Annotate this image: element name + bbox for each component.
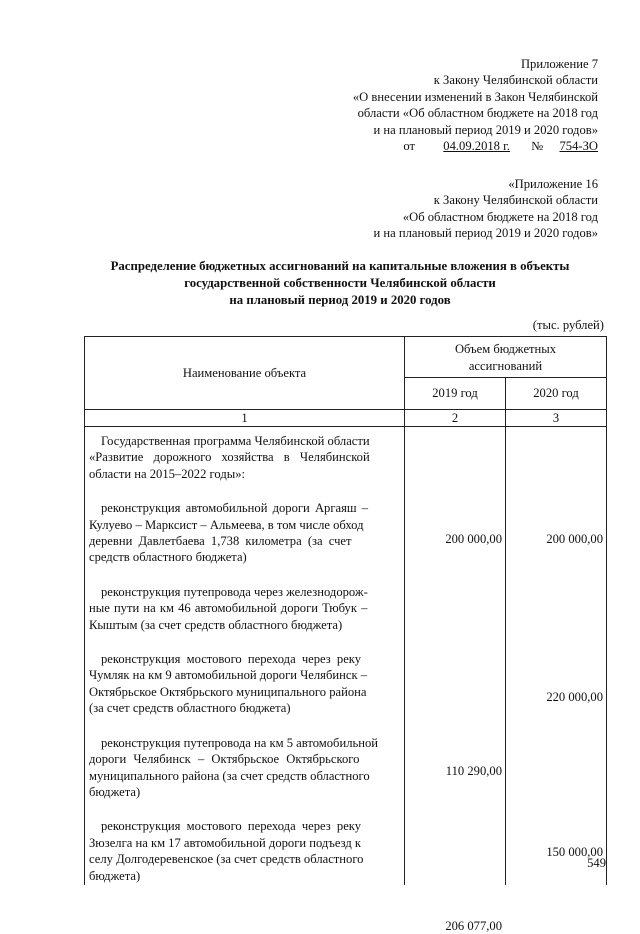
appendix-7-header [353, 56, 598, 154]
title-line: государственной собственности Челябинской области [184, 276, 496, 290]
column-number: 2 [405, 410, 506, 427]
table-row: реконструкция путепровода на км 5 автомобильной дороги Челябинск – Октябрьское Октябрьского муниципального района (за счет средств областного бюджета) [89, 735, 379, 799]
table-row: реконструкция автомобильной дороги Аргаяш – Кулуево – Марксист – Альмеева, в том числе обход деревни Давлетбаева 1,738 километра (за счет средств областного бюджета) [89, 501, 369, 565]
header-line: и на плановый период 2019 и 2020 годов» [373, 226, 598, 241]
table-row: реконструкция мостового перехода через реку Зюзелга на км 17 автомобильной дороги подъезд к селу Долгодеревенское (за счет средств областного бюджета) [89, 819, 364, 883]
volume-header-line: ассигнований [468, 358, 543, 373]
document-title [70, 258, 610, 309]
values-2019-cell [405, 427, 506, 933]
table-row: реконструкция мостового перехода через реку Чумляк на км 9 автомобильной дороги Челябинск – Октябрьское Октябрьского муниципального района (за счет средств областного бюджета) [89, 652, 368, 716]
column-header-2020: 2020 год [506, 377, 607, 409]
appendix-16-header [374, 176, 598, 242]
column-header-volume [405, 337, 607, 378]
date-prefix: от [403, 139, 415, 154]
table-row: Государственная программа Челябинской области «Развитие дорожного хозяйства в Челябинской области на 2015–2022 годы»: [89, 434, 370, 481]
value-2019: 200 000,00 [445, 532, 502, 546]
value-2020: 200 000,00 [546, 532, 603, 546]
header-line: к Закону Челябинской области [433, 73, 598, 88]
volume-header-line: Объем бюджетных [454, 342, 557, 357]
column-header-name: Наименование объекта [85, 337, 405, 410]
header-line: «Об областном бюджете на 2018 год [402, 209, 598, 224]
header-line: Приложение 7 [520, 57, 598, 71]
values-2020-cell [506, 427, 607, 885]
header-line: «Приложение 16 [508, 177, 598, 191]
law-date-number [353, 138, 598, 154]
header-line: «О внесении изменений в Закон Челябинской [352, 89, 598, 104]
header-line: области «Об областном бюджете на 2018 год [357, 106, 598, 121]
column-header-2019: 2019 год [405, 377, 506, 409]
header-line: и на плановый период 2019 и 2020 годов» [373, 122, 598, 137]
title-line: Распределение бюджетных ассигнований на капитальные вложения в объекты [110, 259, 570, 273]
header-line: к Закону Челябинской области [433, 193, 598, 208]
value-2020: 220 000,00 [546, 690, 603, 704]
value-2020: 150 000,00 [546, 845, 603, 859]
law-number: 754-ЗО [559, 139, 598, 154]
table-body-row [85, 427, 607, 885]
value-2019: 206 077,00 [445, 919, 502, 933]
column-number: 1 [85, 410, 405, 427]
objects-cell [85, 427, 405, 885]
title-line: на плановый период 2019 и 2020 годов [229, 293, 451, 307]
law-date: 04.09.2018 г. [443, 139, 510, 154]
column-number: 3 [506, 410, 607, 427]
number-prefix: № [531, 139, 544, 154]
value-2019: 110 290,00 [445, 764, 502, 778]
units-label: (тыс. рублей) [532, 318, 604, 332]
page-number: 549 [587, 856, 606, 870]
table-row: реконструкция путепровода через железнодорож- ные пути на км 46 автомобильной дороги Тюбук – Кыштым (за счет средств областного бюджета) [89, 584, 368, 632]
budget-table [84, 336, 607, 933]
